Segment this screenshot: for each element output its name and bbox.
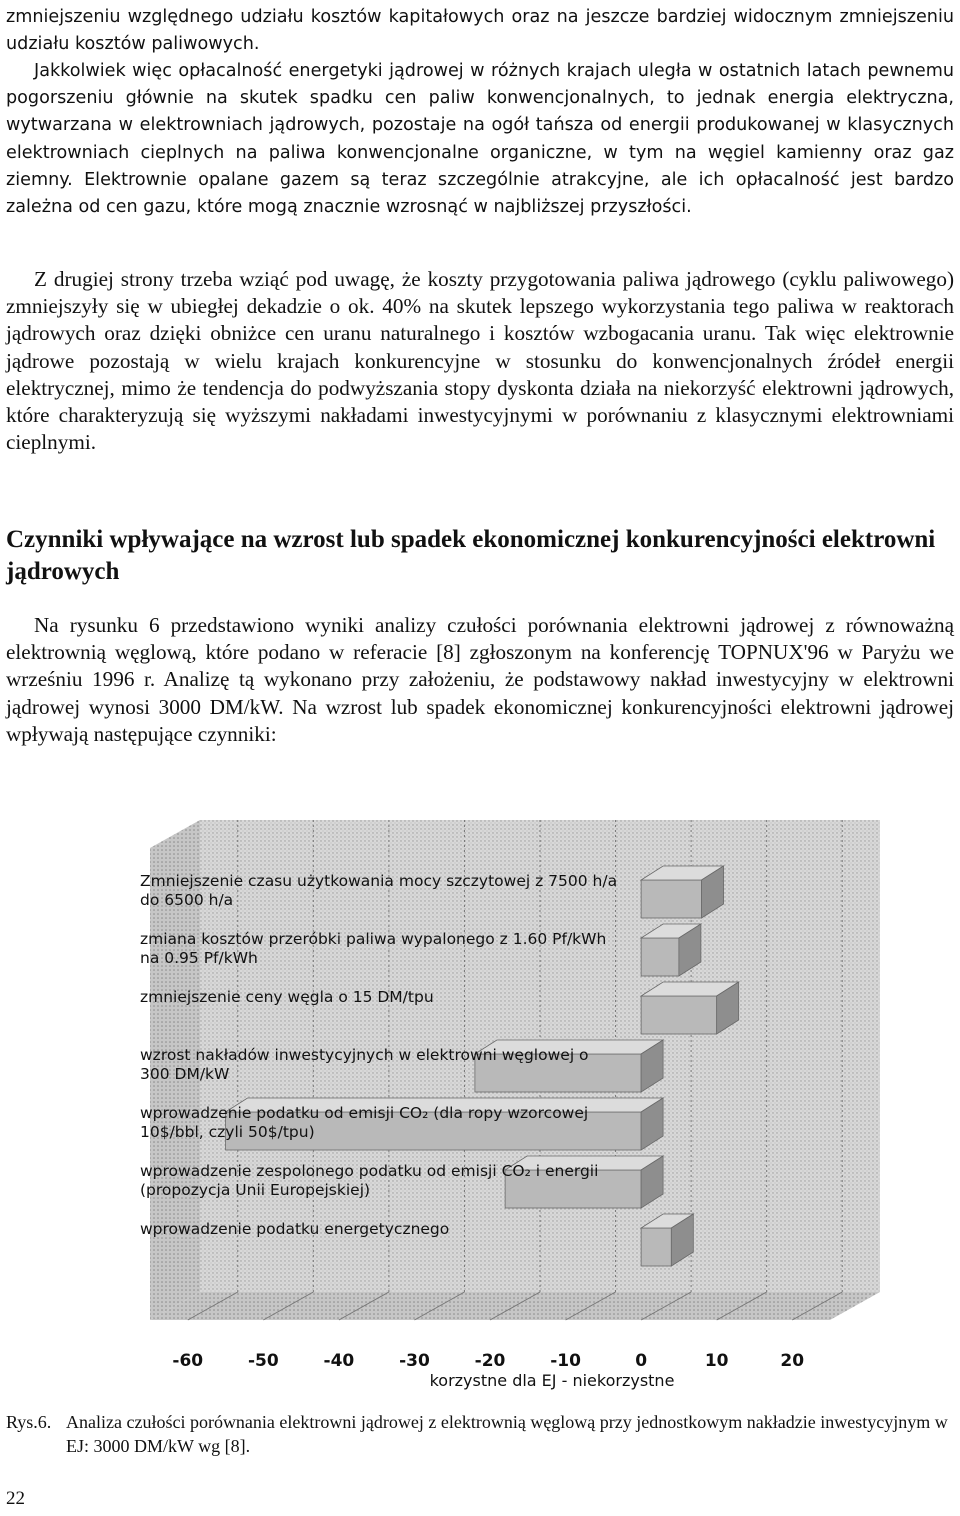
category-label-box xyxy=(140,1220,640,1276)
chart-category-labels xyxy=(140,872,640,1276)
bar-front xyxy=(641,938,679,976)
chart-canvas xyxy=(80,800,880,1410)
category-label: zmniejszenie ceny węgla o 15 DM/tpu xyxy=(140,988,434,1006)
category-label-box xyxy=(140,988,640,1044)
x-tick-label: -50 xyxy=(247,1351,279,1371)
paragraph-nuclear-profitability xyxy=(6,58,954,221)
bar-front xyxy=(641,1228,671,1266)
category-label: wprowadzenie podatku od emisji CO₂ (dla ropy wzorcowej 10$/bbl, czyli 50$/tpu) xyxy=(140,1104,589,1141)
x-tick-label: 0 xyxy=(635,1351,648,1371)
x-tick-label: 10 xyxy=(704,1351,729,1371)
category-label: wprowadzenie podatku energetycznego xyxy=(140,1220,450,1238)
x-tick-label: -30 xyxy=(399,1351,430,1371)
bar-front xyxy=(641,880,701,918)
x-tick-label: -60 xyxy=(172,1351,204,1371)
chart-tick-labels xyxy=(172,1351,804,1371)
category-label-box xyxy=(140,1104,640,1160)
category-label: wprowadzenie zespolonego podatku od emisji CO₂ i energii (propozycja Unii Europejskiej) xyxy=(140,1162,599,1199)
paragraph-text: Z drugiej strony trzeba wziąć pod uwagę, że koszty przygotowania paliwa jądrowego (cyklu paliwowego) zmniejszyły się w ubiegłej dekadzie o ok. 40% na skutek lepszego wykorzystania tego paliwa w reaktorach jądrowych oraz dzięki obniżce cen uranu naturalnego i kosztów wzbogacania uranu. Tak więc elektrownie jądrowe pozostają w wielu krajach konkurencyjne w stosunku do konwencjonalnych źródeł energii elektrycznej, mimo że tendencja do podwyższania stopy dyskonta działa na niekorzyść elektrowni jądrowych, które charakteryzują się wyższymi nakładami inwestycyjnymi w porównaniu z klasycznymi elektrowniami cieplnymi. xyxy=(6,267,954,455)
page-number: 22 xyxy=(6,1488,25,1509)
paragraph-text: zmniejszeniu względnego udziału kosztów kapitałowych oraz na jeszcze bardziej widocznym zmniejszeniu udziału kosztów paliwowych. xyxy=(6,7,954,55)
x-tick-label: -10 xyxy=(550,1351,581,1371)
paragraph-text: Na rysunku 6 przedstawiono wyniki analizy czułości porównania elektrowni jądrowej z równoważną elektrownią węglową, które podano w referacie [8] zgłoszonym na konferencję TOPNUX'96 w Paryżu we wrześniu 1996 r. Analizę tą wykonano przy założeniu, że podstawowy nakład inwestycyjny w elektrowni jądrowej wynosi 3000 DM/kW. Na wzrost lub spadek ekonomicznej konkurencyjności elektrowni jądrowej wpływają następujące czynniki: xyxy=(6,613,954,746)
paragraph-figure-intro xyxy=(6,612,954,748)
bar-front xyxy=(641,996,717,1034)
paragraph-text: Jakkolwiek więc opłacalność energetyki jądrowej w różnych krajach uległa w ostatnich latach pewnemu pogorszeniu głównie na skutek spadku cen paliw konwencjonalnych, to jednak energia elektryczna, wytwarzana w elektrowniach jądrowych, pozostaje na ogół tańsza od energii produkowanej w klasycznych elektrowniach cieplnych na paliwa konwencjonalne organiczne, w tym na węgiel kamienny oraz gaz ziemny. Elektrownie opalane gazem są teraz szczególnie atrakcyjne, ale ich opłacalność jest bardzo zależna od cen gazu, które mogą znacznie wzrosnąć w najbliższej przyszłości. xyxy=(6,61,954,218)
chart-x-axis-label: korzystne dla EJ - niekorzystne xyxy=(429,1371,675,1390)
category-label: Zmniejszenie czasu użytkowania mocy szczytowej z 7500 h/a do 6500 h/a xyxy=(140,872,618,909)
section-heading: Czynniki wpływające na wzrost lub spadek ekonomicznej konkurencyjności elektrowni jądrowych xyxy=(6,526,936,585)
caption-text: Analiza czułości porównania elektrowni jądrowej z elektrownią węglową przy jednostkowym nakładzie inwestycyjnym w EJ: 3000 DM/kW wg [8]. xyxy=(66,1412,948,1456)
category-label-box xyxy=(140,872,640,928)
x-tick-label: -20 xyxy=(474,1351,506,1371)
category-label-box xyxy=(140,1046,640,1102)
paragraph-fuel-costs xyxy=(6,266,954,456)
category-label: zmiana kosztów przeróbki paliwa wypalonego z 1.60 Pf/kWh na 0.95 Pf/kWh xyxy=(140,930,607,967)
category-label: wzrost nakładów inwestycyjnych w elektrowni węglowej o 300 DM/kW xyxy=(140,1046,589,1083)
category-label-box xyxy=(140,1162,640,1218)
category-label-box xyxy=(140,930,640,986)
x-tick-label: 20 xyxy=(780,1351,805,1371)
x-tick-label: -40 xyxy=(323,1351,355,1371)
sensitivity-chart xyxy=(80,800,880,1410)
paragraph-continuation xyxy=(6,4,954,58)
caption-label: Rys.6. xyxy=(6,1412,52,1432)
